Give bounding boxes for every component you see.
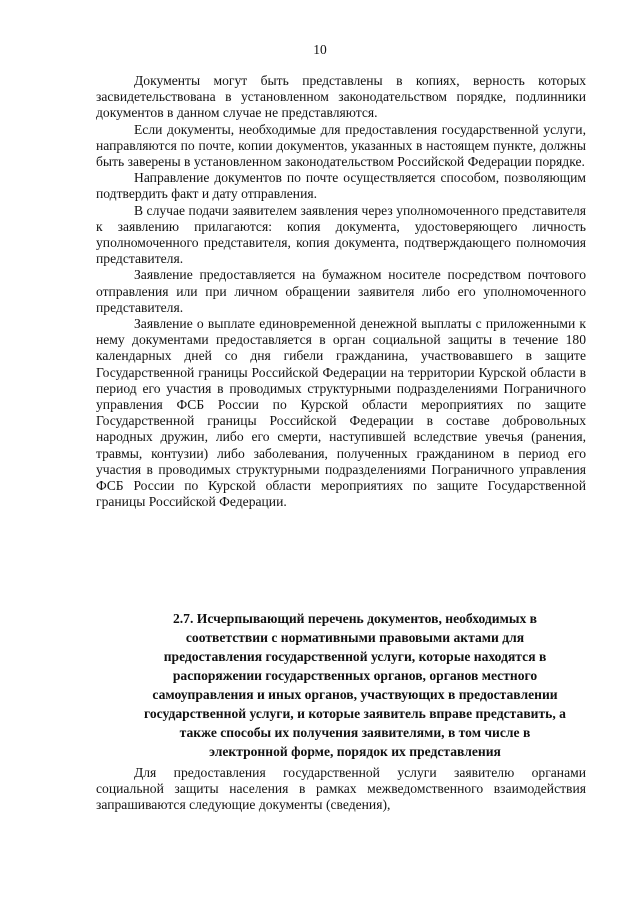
- paragraph-mail-method: Направление документов по почте осуществляется способом, позволяющим подтвердить факт и дату отправления.: [96, 170, 586, 202]
- paragraph-interagency-request: Для предоставления государственной услуги заявителю органами социальной защиты населения в рамках межведомственного взаимодействия запрашиваются следующие документы (сведения),: [96, 765, 586, 813]
- paragraph-payment-application: Заявление о выплате единовременной денежной выплаты с приложенными к нему документами предоставляется в орган социальной защиты в течение 180 календарных дней со дня гибели гражданина, участвовавшего в защите Государственной границы Российской Федерации на территории Курской области в период его участия в проводимых структурными подразделениями Пограничного управления ФСБ России по Курской области мероприятиях по защите Государственной границы Российской Федерации в составе добровольных народных дружин, либо его смерти, наступившей вследствие увечья (ранения, травмы, контузии) либо заболевания, полученных гражданином в период его участия в проводимых структурными подразделениями Пограничного управления ФСБ России по Курской области мероприятиях по защите Государственной границы Российской Федерации.: [96, 316, 586, 510]
- page-number: 10: [313, 42, 327, 57]
- section-heading: 2.7. Исчерпывающий перечень документов, необходимых в соответствии с нормативными правовыми актами для предоставления государственной услуги, которые находятся в распоряжении государственных органов, органов местного самоуправления и иных органов, участвующих в предоставлении государственной услуги, и которые заявитель вправе представить, а также способы их получения заявителями, в том числе в электронной форме, порядок их представления: [144, 611, 566, 759]
- paragraph-copies: Документы могут быть представлены в копиях, верность которых засвидетельствована в установленном законодательством порядке, подлинники документов в данном случае не представляются.: [96, 73, 586, 121]
- paragraph-representative: В случае подачи заявителем заявления через уполномоченного представителя к заявлению прилагаются: копия документа, удостоверяющего личность уполномоченного представителя, копия документа, подтверждающего полномочия представителя.: [96, 202, 586, 267]
- document-body: [96, 73, 586, 510]
- paragraph-mail-copies: Если документы, необходимые для предоставления государственной услуги, направляются по почте, копии документов, указанных в настоящем пункте, должны быть заверены в установленном законодательством Российской Федерации порядке.: [96, 121, 586, 170]
- section-body: [96, 765, 586, 814]
- paragraph-paper-submission: Заявление предоставляется на бумажном носителе посредством почтового отправления или при личном обращении заявителя либо его уполномоченного представителя.: [96, 267, 586, 315]
